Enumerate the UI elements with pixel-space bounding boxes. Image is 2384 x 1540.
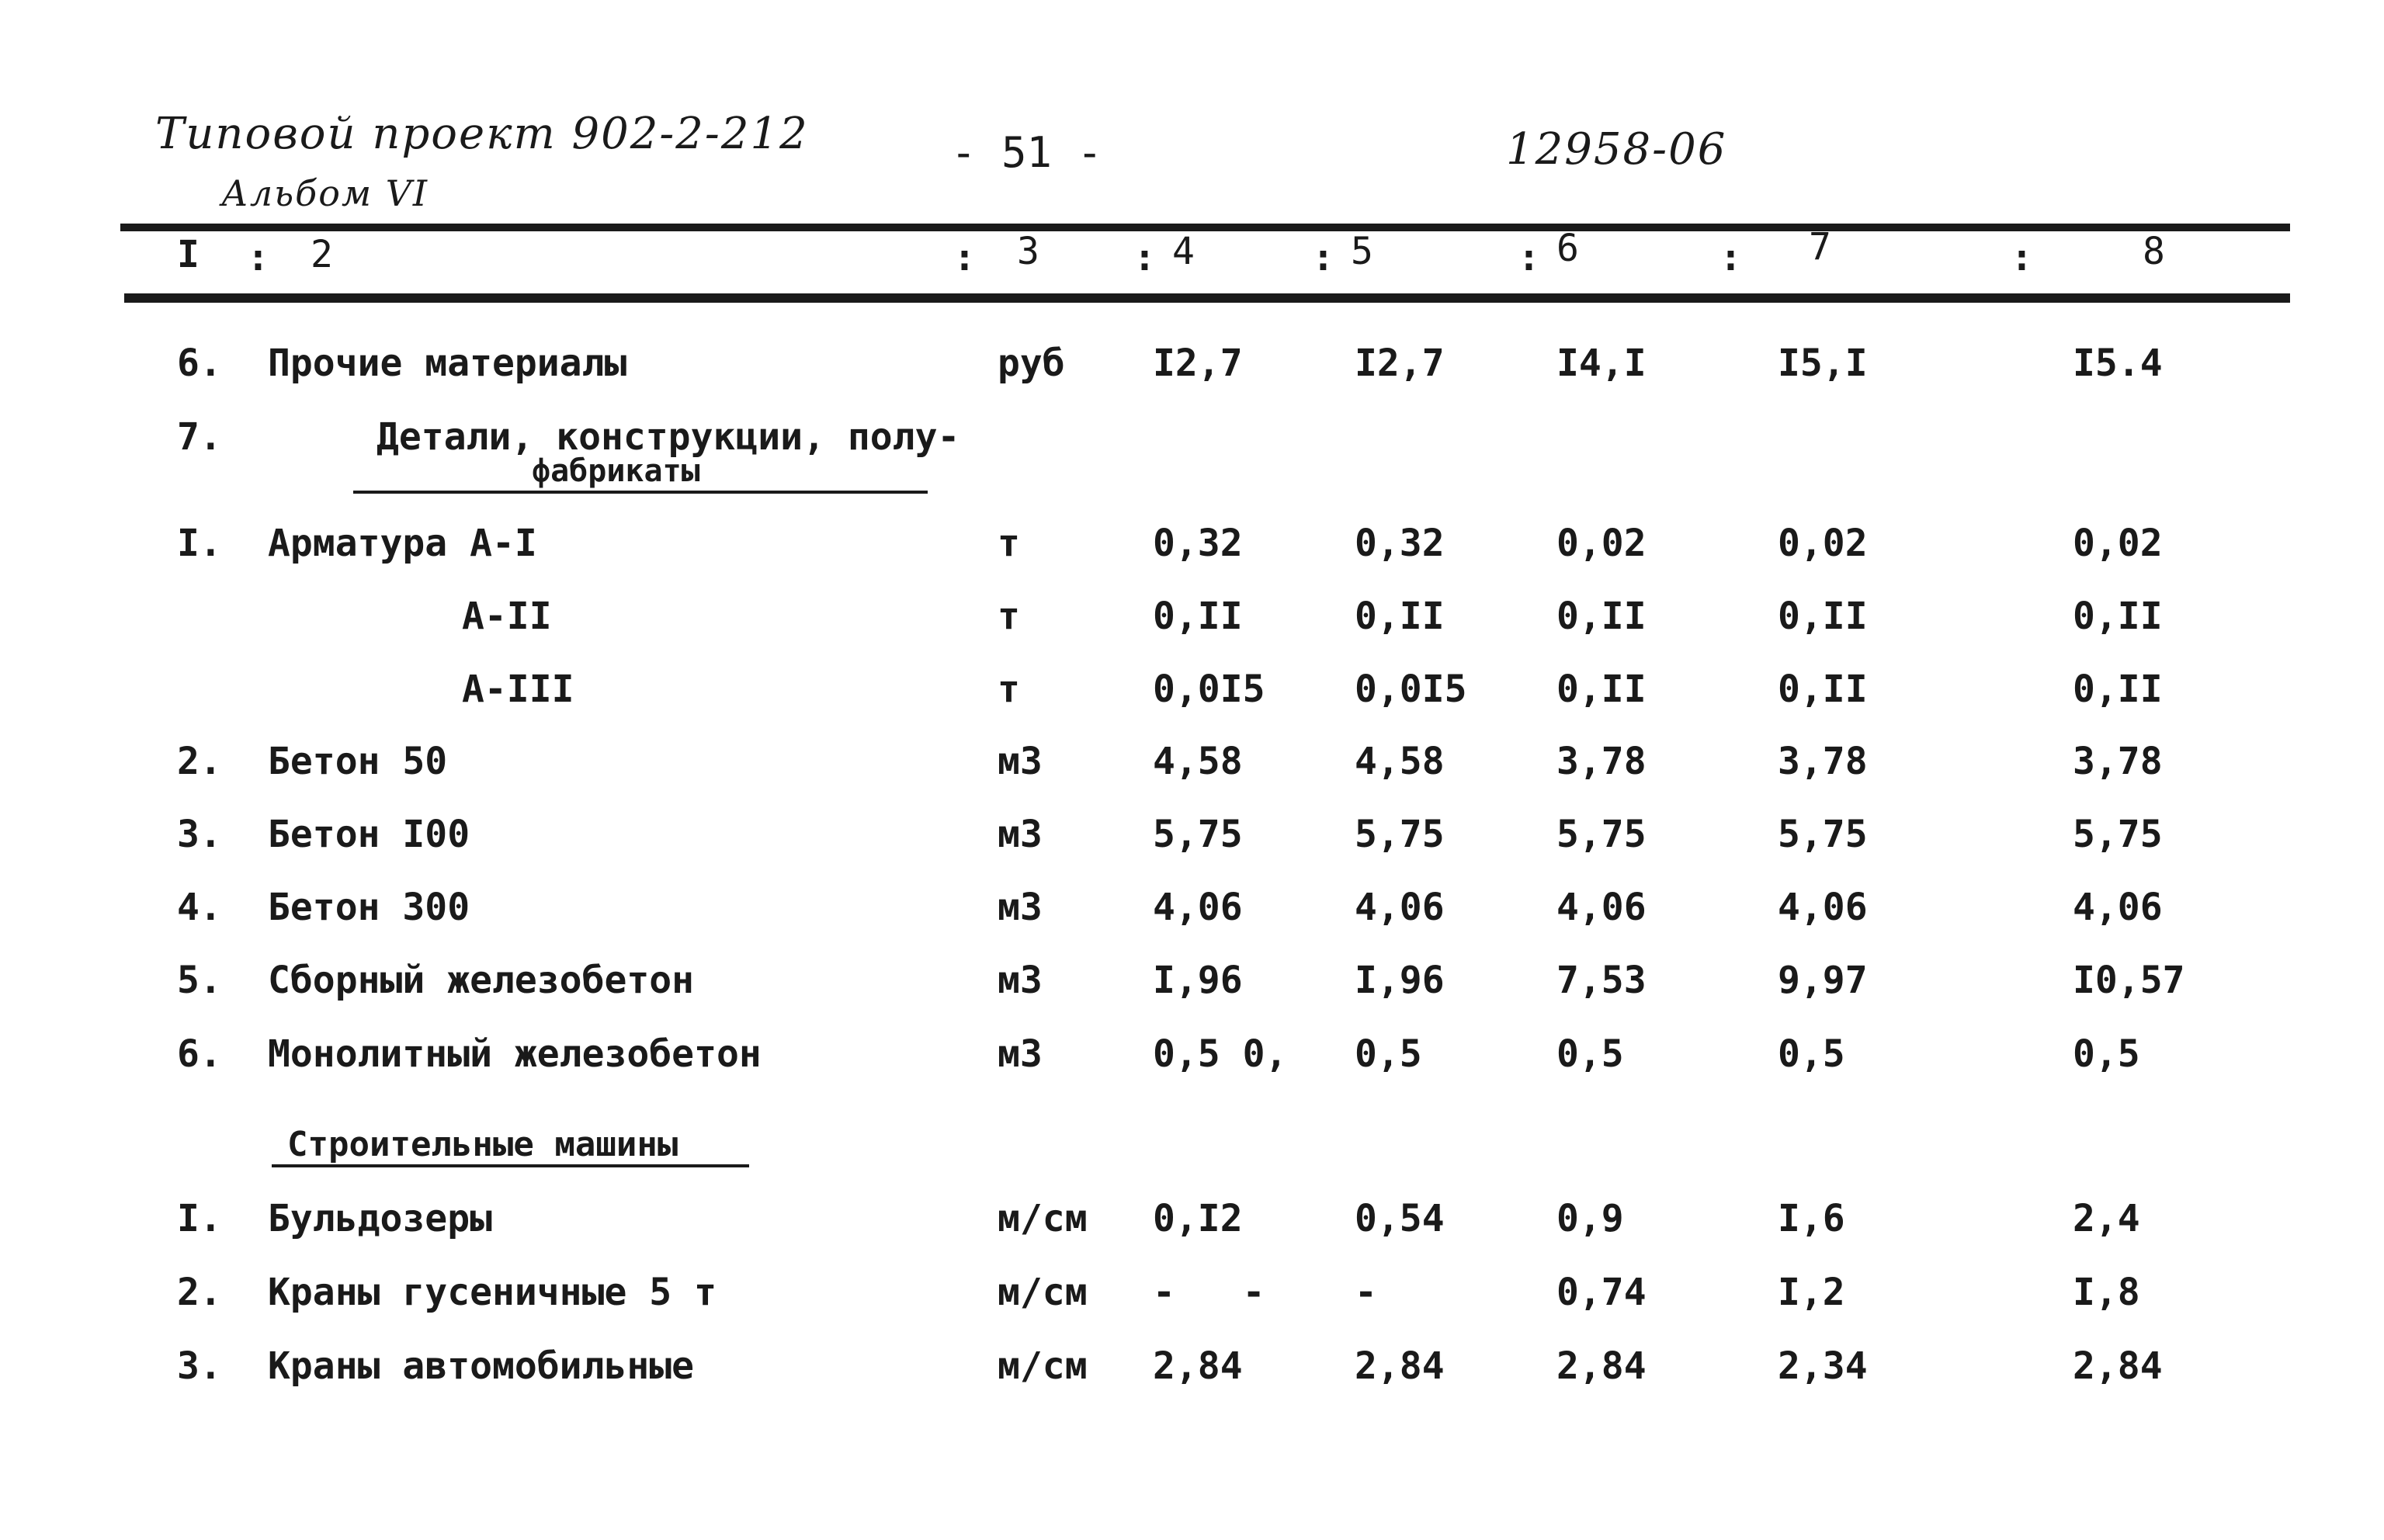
row-v4: 0,0I5 <box>1153 668 1265 711</box>
row-v5: 4,06 <box>1355 886 1445 929</box>
row-unit: руб <box>998 342 1065 385</box>
row-v5: 2,84 <box>1355 1344 1445 1388</box>
row-unit: м3 <box>998 813 1043 856</box>
col-head-7: 7 <box>1809 225 1831 269</box>
row-num: 5. <box>177 959 222 1002</box>
row-num: 2. <box>177 1271 222 1314</box>
row-name: Бетон 300 <box>268 886 470 929</box>
row-v7: 0,5 <box>1778 1032 1845 1076</box>
row-v7: 0,II <box>1778 595 1868 638</box>
row-v6: 0,II <box>1556 595 1647 638</box>
col-sep: : <box>1719 236 1742 279</box>
row-v8: 2,84 <box>2073 1344 2163 1388</box>
row-v4: - - <box>1153 1271 1265 1314</box>
row-num: 3. <box>177 1344 222 1388</box>
row-v5: 5,75 <box>1355 813 1445 856</box>
row-name: Краны гусеничные 5 т <box>268 1271 717 1314</box>
row-unit: м3 <box>998 886 1043 929</box>
row-v4: 5,75 <box>1153 813 1243 856</box>
row-num: 4. <box>177 886 222 929</box>
col-head-8: 8 <box>2143 230 2165 273</box>
row-v5: 0,5 <box>1355 1032 1422 1076</box>
col-head-5: 5 <box>1351 230 1373 273</box>
row-name: Бетон 50 <box>268 740 448 783</box>
row-num: I. <box>177 1197 222 1240</box>
row-v6: 0,9 <box>1556 1197 1624 1240</box>
row-unit: т <box>998 595 1020 638</box>
row-v7: I5,I <box>1778 342 1868 385</box>
row-num: 3. <box>177 813 222 856</box>
row-v7: I,6 <box>1778 1197 1845 1240</box>
section-underline <box>353 491 928 494</box>
row-v4: I,96 <box>1153 959 1243 1002</box>
row-v4: 0,I2 <box>1153 1197 1243 1240</box>
col-sep: : <box>953 236 976 279</box>
row-v8: 0,II <box>2073 668 2163 711</box>
row-v7: 0,II <box>1778 668 1868 711</box>
row-name: Детали, конструкции, полу- <box>377 415 960 459</box>
row-v8: 0,5 <box>2073 1032 2140 1076</box>
page-number: - 51 - <box>951 128 1103 177</box>
row-v8: I5.4 <box>2073 342 2163 385</box>
row-v8: 5,75 <box>2073 813 2163 856</box>
row-v8: 0,02 <box>2073 522 2163 565</box>
row-v5: I2,7 <box>1355 342 1445 385</box>
row-unit: м/см <box>998 1197 1088 1240</box>
project-title: Типовой проект 902-2-212 <box>155 109 809 159</box>
row-v6: 3,78 <box>1556 740 1647 783</box>
col-head-4: 4 <box>1172 230 1195 273</box>
row-name: Прочие материалы <box>268 342 627 385</box>
document-code: 12958-06 <box>1506 124 1727 175</box>
row-v5: 0,0I5 <box>1355 668 1467 711</box>
row-v8: 3,78 <box>2073 740 2163 783</box>
row-unit: м/см <box>998 1271 1088 1314</box>
row-num: 6. <box>177 1032 222 1076</box>
col-head-1: I <box>177 233 200 276</box>
header-top-rule <box>120 224 2290 231</box>
row-unit: м3 <box>998 1032 1043 1076</box>
row-v5: 0,54 <box>1355 1197 1445 1240</box>
row-v8: I0,57 <box>2073 959 2185 1002</box>
row-v4: I2,7 <box>1153 342 1243 385</box>
row-unit: т <box>998 668 1020 711</box>
row-v7: 2,34 <box>1778 1344 1868 1388</box>
row-name-continued: фабрикаты <box>532 453 700 489</box>
section-heading: Строительные машины <box>287 1125 678 1164</box>
row-v6: I4,I <box>1556 342 1647 385</box>
row-v6: 4,06 <box>1556 886 1647 929</box>
row-name: А-II <box>462 595 552 638</box>
row-v6: 0,5 <box>1556 1032 1624 1076</box>
row-unit: м3 <box>998 959 1043 1002</box>
row-v6: 5,75 <box>1556 813 1647 856</box>
row-v5: 0,32 <box>1355 522 1445 565</box>
row-v7: 0,02 <box>1778 522 1868 565</box>
col-head-2: 2 <box>311 233 333 276</box>
row-v7: 3,78 <box>1778 740 1868 783</box>
row-name: Бульдозеры <box>268 1197 492 1240</box>
row-v5: - <box>1355 1271 1377 1314</box>
row-name: А-III <box>462 668 574 711</box>
row-name: Краны автомобильные <box>268 1344 695 1388</box>
section-underline <box>272 1164 749 1167</box>
row-name: Бетон I00 <box>268 813 470 856</box>
row-v4: 0,5 0, <box>1153 1032 1288 1076</box>
row-v6: 0,II <box>1556 668 1647 711</box>
col-sep: : <box>247 236 269 279</box>
col-head-6: 6 <box>1556 227 1579 270</box>
row-v4: 4,58 <box>1153 740 1243 783</box>
row-v6: 0,74 <box>1556 1271 1647 1314</box>
row-unit: м/см <box>998 1344 1088 1388</box>
col-head-3: 3 <box>1017 230 1039 273</box>
row-num: 2. <box>177 740 222 783</box>
row-v4: 4,06 <box>1153 886 1243 929</box>
row-name: Монолитный железобетон <box>268 1032 762 1076</box>
row-v6: 0,02 <box>1556 522 1647 565</box>
row-num: 7. <box>177 415 222 459</box>
col-sep: : <box>1312 236 1334 279</box>
row-num: 6. <box>177 342 222 385</box>
col-sep: : <box>1133 236 1156 279</box>
row-v8: 0,II <box>2073 595 2163 638</box>
album-label: Альбом VI <box>221 172 429 214</box>
row-v6: 7,53 <box>1556 959 1647 1002</box>
row-v4: 2,84 <box>1153 1344 1243 1388</box>
row-v8: 2,4 <box>2073 1197 2140 1240</box>
col-sep: : <box>1518 236 1540 279</box>
row-v7: I,2 <box>1778 1271 1845 1314</box>
row-v5: I,96 <box>1355 959 1445 1002</box>
row-v7: 9,97 <box>1778 959 1868 1002</box>
row-unit: м3 <box>998 740 1043 783</box>
row-unit: т <box>998 522 1020 565</box>
row-name: Сборный железобетон <box>268 959 695 1002</box>
row-v5: 0,II <box>1355 595 1445 638</box>
header-bottom-rule <box>124 293 2290 303</box>
row-v7: 4,06 <box>1778 886 1868 929</box>
row-v8: I,8 <box>2073 1271 2140 1314</box>
row-v5: 4,58 <box>1355 740 1445 783</box>
row-v8: 4,06 <box>2073 886 2163 929</box>
col-sep: : <box>2011 236 2033 279</box>
row-v6: 2,84 <box>1556 1344 1647 1388</box>
row-v4: 0,II <box>1153 595 1243 638</box>
row-num: I. <box>177 522 222 565</box>
row-v7: 5,75 <box>1778 813 1868 856</box>
row-name: Арматура А-I <box>268 522 537 565</box>
row-v4: 0,32 <box>1153 522 1243 565</box>
